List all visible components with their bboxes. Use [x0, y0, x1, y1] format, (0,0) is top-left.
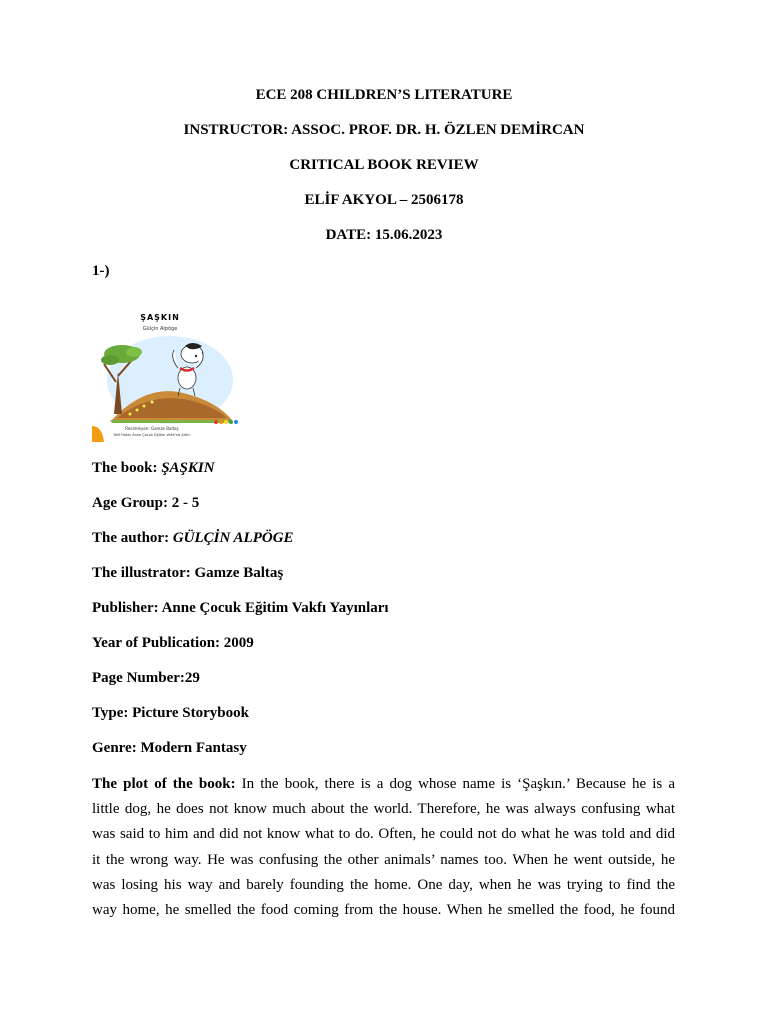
- plot-line: it the wrong way. He was confusing the other animals’ names too. When he went outside, he: [92, 851, 675, 868]
- field-age-group: Age Group: 2 - 5: [92, 495, 200, 511]
- field-year: Year of Publication: 2009: [92, 635, 254, 651]
- field-publisher: Publisher: Anne Çocuk Eğitim Vakfı Yayınları: [92, 600, 389, 616]
- field-page-number: Page Number:29: [92, 670, 200, 686]
- cover-illustrator: Resimleyen: Gamze Baltaş: [125, 426, 179, 431]
- plot-label: The plot of the book:: [92, 776, 236, 792]
- course-title: ECE 208 CHILDREN’S LITERATURE: [255, 87, 513, 103]
- plot-line: was said to him and did not know what to do. Often, he could not do what he was told and did: [92, 826, 675, 843]
- plot-line: way home, he smelled the food coming from the house. When he smelled the food, he found: [92, 901, 675, 918]
- document-type: CRITICAL BOOK REVIEW: [289, 157, 479, 173]
- book-cover-image: [92, 302, 242, 442]
- plot-line: The plot of the book: In the book, there is a dog whose name is ‘Şaşkın.’ Because he is a: [92, 776, 675, 792]
- cover-publisher: Telif Hakkı Anne Çocuk Eğitim Vakfı'na Aittir.: [113, 433, 191, 437]
- field-author: The author: GÜLÇİN ALPÖGE: [92, 530, 294, 546]
- plot-line: little dog, he does not know much about the world. Therefore, he was always confusing what: [92, 801, 675, 818]
- instructor-line: INSTRUCTOR: ASSOC. PROF. DR. H. ÖZLEN DEMİRCAN: [183, 122, 585, 138]
- plot-line: was losing his way and barely founding the home. One day, when he was trying to find the: [92, 876, 675, 893]
- section-number: 1-): [92, 263, 110, 279]
- student-line: ELİF AKYOL – 2506178: [304, 192, 464, 208]
- field-type: Type: Picture Storybook: [92, 705, 249, 721]
- cover-author: Gülçin Alpöge: [142, 326, 178, 332]
- field-book: The book: ŞAŞKIN: [92, 460, 215, 476]
- date-line: DATE: 15.06.2023: [325, 227, 443, 243]
- field-illustrator: The illustrator: Gamze Baltaş: [92, 565, 284, 581]
- field-genre: Genre: Modern Fantasy: [92, 740, 247, 756]
- plot-paragraph: [92, 772, 675, 923]
- cover-title: ŞAŞKIN: [140, 313, 180, 322]
